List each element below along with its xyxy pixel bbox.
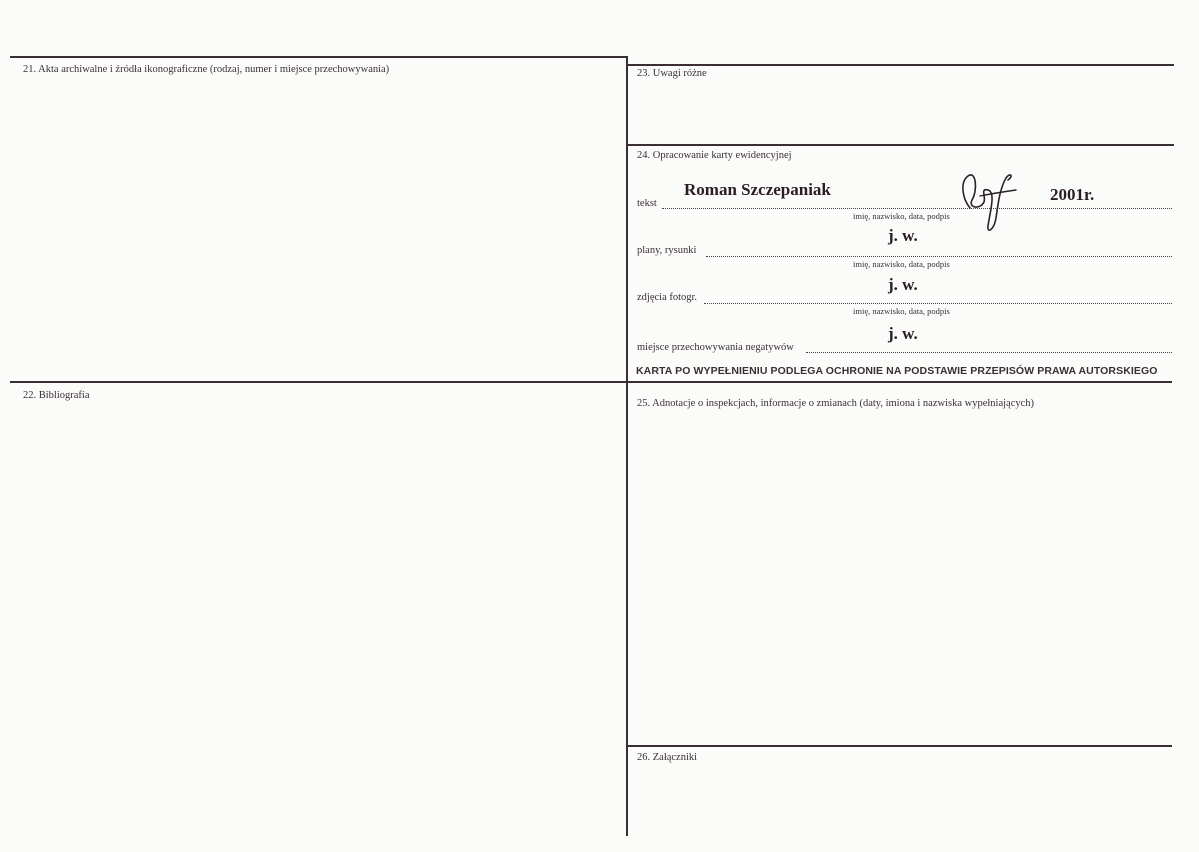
negatives-row-label: miejsce przechowywania negatywów bbox=[637, 342, 794, 353]
section-22-label: 22. Bibliografia bbox=[23, 390, 90, 401]
negatives-value: j. w. bbox=[888, 324, 918, 343]
plans-row-label: plany, rysunki bbox=[637, 245, 697, 256]
handwritten-signature bbox=[950, 168, 1020, 238]
plans-value: j. w. bbox=[888, 226, 918, 245]
top-rule-right bbox=[627, 64, 1174, 66]
section-21-label: 21. Akta archiwalne i źródła ikonograficzne (rodzaj, numer i miejsce przechowywania) bbox=[23, 64, 390, 75]
plans-row-line bbox=[706, 256, 1172, 257]
copyright-notice: KARTA PO WYPEŁNIENIU PODLEGA OCHRONIE NA PODSTAWIE PRZEPISÓW PRAWA AUTORSKIEGO bbox=[636, 365, 1158, 377]
top-rule bbox=[10, 56, 627, 58]
photos-row-label: zdjęcia fotogr. bbox=[637, 292, 698, 303]
text-row-label: tekst bbox=[637, 198, 657, 209]
rule-25-26 bbox=[627, 745, 1172, 747]
photos-value: j. w. bbox=[888, 275, 918, 294]
rule-23-24 bbox=[627, 144, 1174, 146]
text-row-hint: imię, nazwisko, data, podpis bbox=[853, 211, 950, 221]
photos-row-line bbox=[704, 303, 1172, 304]
section-25-label: 25. Adnotacje o inspekcjach, informacje o zmianach (daty, imiona i nazwiska wypełniających) bbox=[637, 398, 1035, 409]
negatives-row-line bbox=[806, 352, 1172, 353]
plans-row-hint: imię, nazwisko, data, podpis bbox=[853, 259, 950, 269]
section-23-label: 23. Uwagi różne bbox=[637, 68, 707, 79]
text-row-line bbox=[662, 208, 1172, 209]
center-divider bbox=[626, 56, 628, 836]
section-26-label: 26. Załączniki bbox=[637, 752, 698, 763]
author-name: Roman Szczepaniak bbox=[684, 180, 831, 199]
section-24-label: 24. Opracowanie karty ewidencyjnej bbox=[637, 150, 792, 161]
middle-rule bbox=[10, 381, 1172, 383]
author-date: 2001r. bbox=[1050, 185, 1095, 204]
photos-row-hint: imię, nazwisko, data, podpis bbox=[853, 306, 950, 316]
